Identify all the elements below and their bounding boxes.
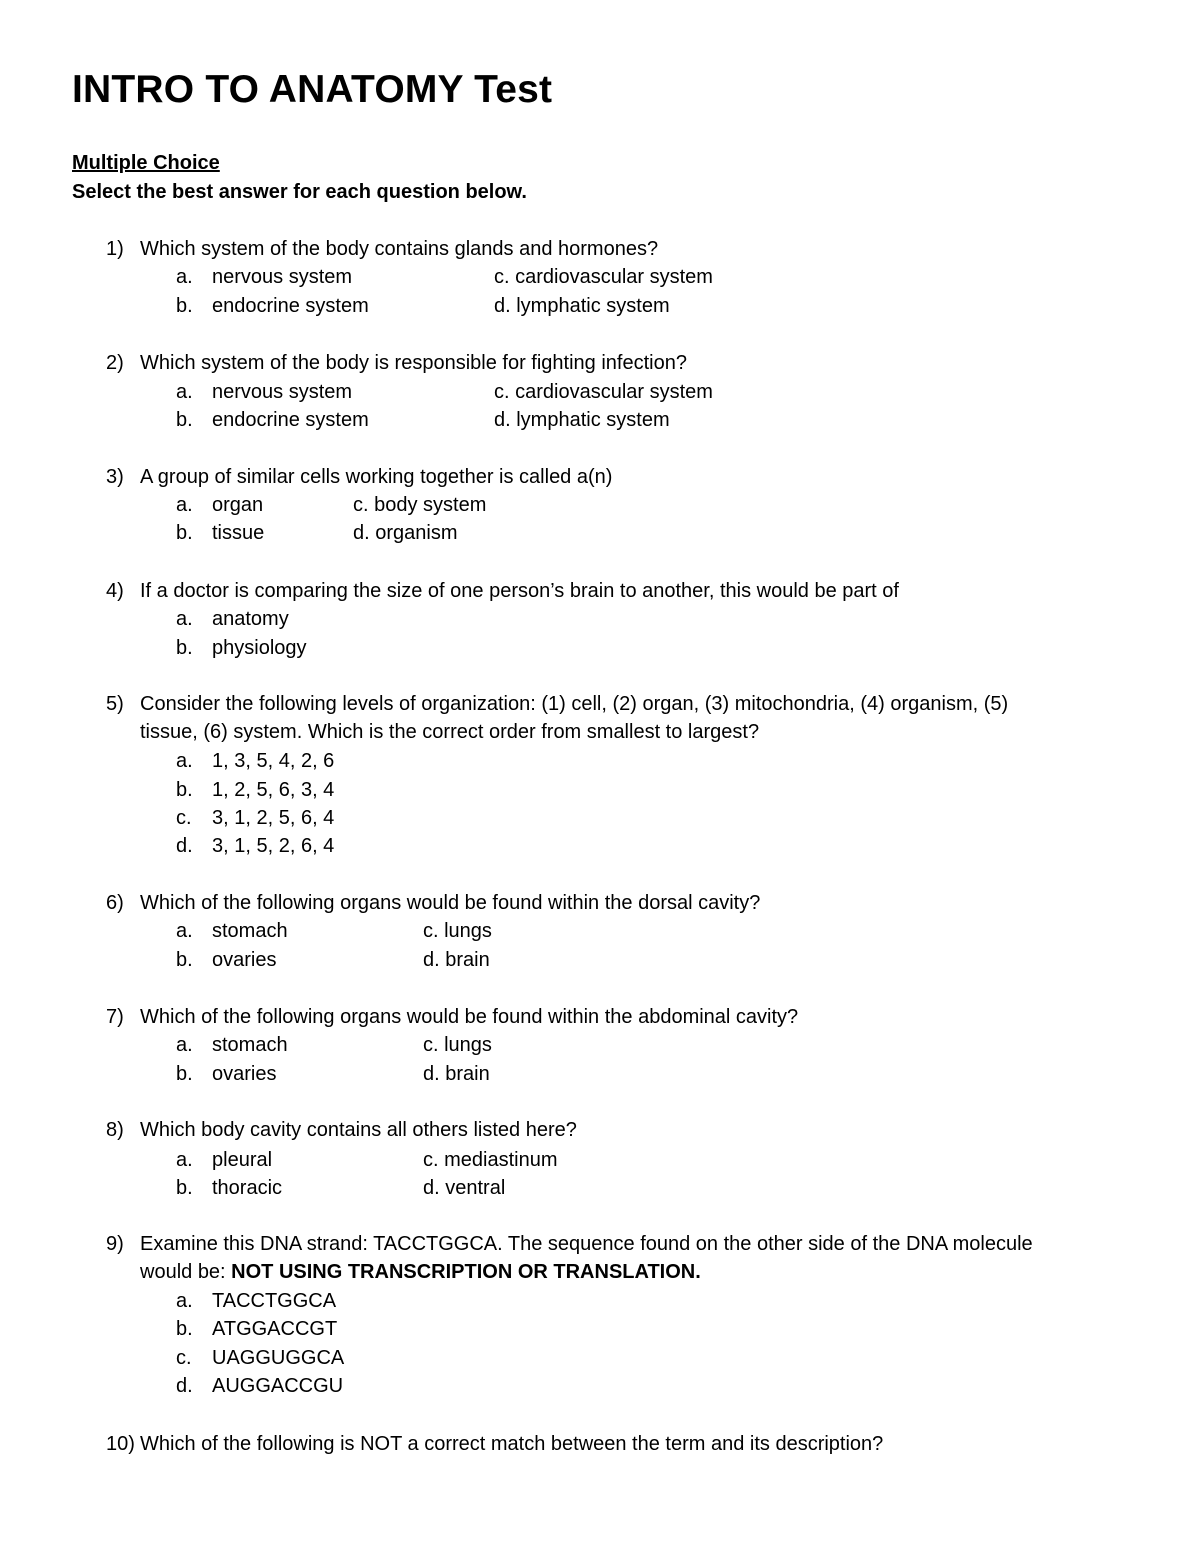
option-d: 3, 1, 5, 2, 6, 4 [212, 835, 335, 857]
question-number: 6) [106, 892, 124, 914]
question-text-emphasis: NOT USING TRANSCRIPTION OR TRANSLATION. [231, 1261, 701, 1283]
question-text: Which system of the body is responsible for fighting infection? [140, 352, 687, 374]
option-c: UAGGUGGCA [212, 1347, 345, 1369]
option-d: d. brain [423, 1063, 490, 1085]
option-letter: b. [176, 1177, 193, 1199]
option-b: physiology [212, 637, 307, 659]
option-letter: a. [176, 494, 193, 516]
option-a: TACCTGGCA [212, 1290, 337, 1312]
option-b: tissue [212, 522, 265, 544]
instructions: Select the best answer for each question below. [72, 181, 527, 203]
question-text: Which body cavity contains all others listed here? [140, 1119, 577, 1141]
section-heading: Multiple Choice [72, 152, 220, 174]
option-letter: a. [176, 1149, 193, 1171]
option-c: c. body system [353, 494, 487, 516]
option-letter: a. [176, 920, 193, 942]
option-d: d. brain [423, 949, 490, 971]
option-c: c. cardiovascular system [494, 381, 713, 403]
option-c: 3, 1, 2, 5, 6, 4 [212, 807, 335, 829]
question-text-line-2: tissue, (6) system. Which is the correct order from smallest to largest? [140, 721, 760, 743]
option-letter: c. [176, 1347, 192, 1369]
option-letter: b. [176, 522, 193, 544]
option-letter: a. [176, 381, 193, 403]
option-d: d. lymphatic system [494, 409, 670, 431]
option-letter: d. [176, 1375, 193, 1397]
option-a: 1, 3, 5, 4, 2, 6 [212, 750, 335, 772]
question-text: If a doctor is comparing the size of one person’s brain to another, this would be part of [140, 580, 899, 602]
option-letter: b. [176, 1063, 193, 1085]
option-a: nervous system [212, 381, 353, 403]
option-a: pleural [212, 1149, 273, 1171]
option-b: 1, 2, 5, 6, 3, 4 [212, 779, 335, 801]
option-b: ovaries [212, 1063, 277, 1085]
option-letter: b. [176, 637, 193, 659]
question-text: Which of the following is NOT a correct match between the term and its description? [140, 1433, 884, 1455]
option-letter: a. [176, 1290, 193, 1312]
option-letter: b. [176, 295, 193, 317]
option-letter: a. [176, 266, 193, 288]
question-number: 2) [106, 352, 124, 374]
question-number: 8) [106, 1119, 124, 1141]
option-letter: b. [176, 1318, 193, 1340]
document-title: INTRO TO ANATOMY Test [72, 68, 553, 111]
option-letter: d. [176, 835, 193, 857]
option-d: d. ventral [423, 1177, 506, 1199]
question-number: 5) [106, 693, 124, 715]
question-text-line-1: Examine this DNA strand: TACCTGGCA. The sequence found on the other side of the DNA molecule [140, 1233, 1033, 1255]
option-letter: b. [176, 949, 193, 971]
option-a: stomach [212, 920, 288, 942]
option-c: c. cardiovascular system [494, 266, 713, 288]
option-letter: b. [176, 779, 193, 801]
option-d: AUGGACCGU [212, 1375, 344, 1397]
option-b: ATGGACCGT [212, 1318, 338, 1340]
question-text: Which of the following organs would be found within the abdominal cavity? [140, 1006, 799, 1028]
option-b: thoracic [212, 1177, 283, 1199]
question-number: 1) [106, 238, 124, 260]
question-text: A group of similar cells working together is called a(n) [140, 466, 613, 488]
option-d: d. lymphatic system [494, 295, 670, 317]
option-d: d. organism [353, 522, 458, 544]
option-b: endocrine system [212, 409, 369, 431]
option-a: anatomy [212, 608, 289, 630]
question-text: Which system of the body contains glands and hormones? [140, 238, 659, 260]
option-b: ovaries [212, 949, 277, 971]
question-text: Which of the following organs would be found within the dorsal cavity? [140, 892, 761, 914]
option-c: c. lungs [423, 1034, 492, 1056]
option-letter: a. [176, 750, 193, 772]
option-a: nervous system [212, 266, 353, 288]
option-letter: a. [176, 608, 193, 630]
option-letter: c. [176, 807, 192, 829]
question-number: 4) [106, 580, 124, 602]
option-letter: b. [176, 409, 193, 431]
question-text-plain: would be: [140, 1261, 232, 1283]
option-letter: a. [176, 1034, 193, 1056]
question-number: 9) [106, 1233, 124, 1255]
question-text-line-2 [140, 1261, 701, 1284]
option-a: stomach [212, 1034, 288, 1056]
question-number: 3) [106, 466, 124, 488]
question-number: 7) [106, 1006, 124, 1028]
option-b: endocrine system [212, 295, 369, 317]
option-a: organ [212, 494, 264, 516]
question-text-line-1: Consider the following levels of organization: (1) cell, (2) organ, (3) mitochondria, (4) organism, (5) [140, 693, 1009, 715]
option-c: c. mediastinum [423, 1149, 558, 1171]
option-c: c. lungs [423, 920, 492, 942]
question-number: 10) [106, 1433, 135, 1455]
